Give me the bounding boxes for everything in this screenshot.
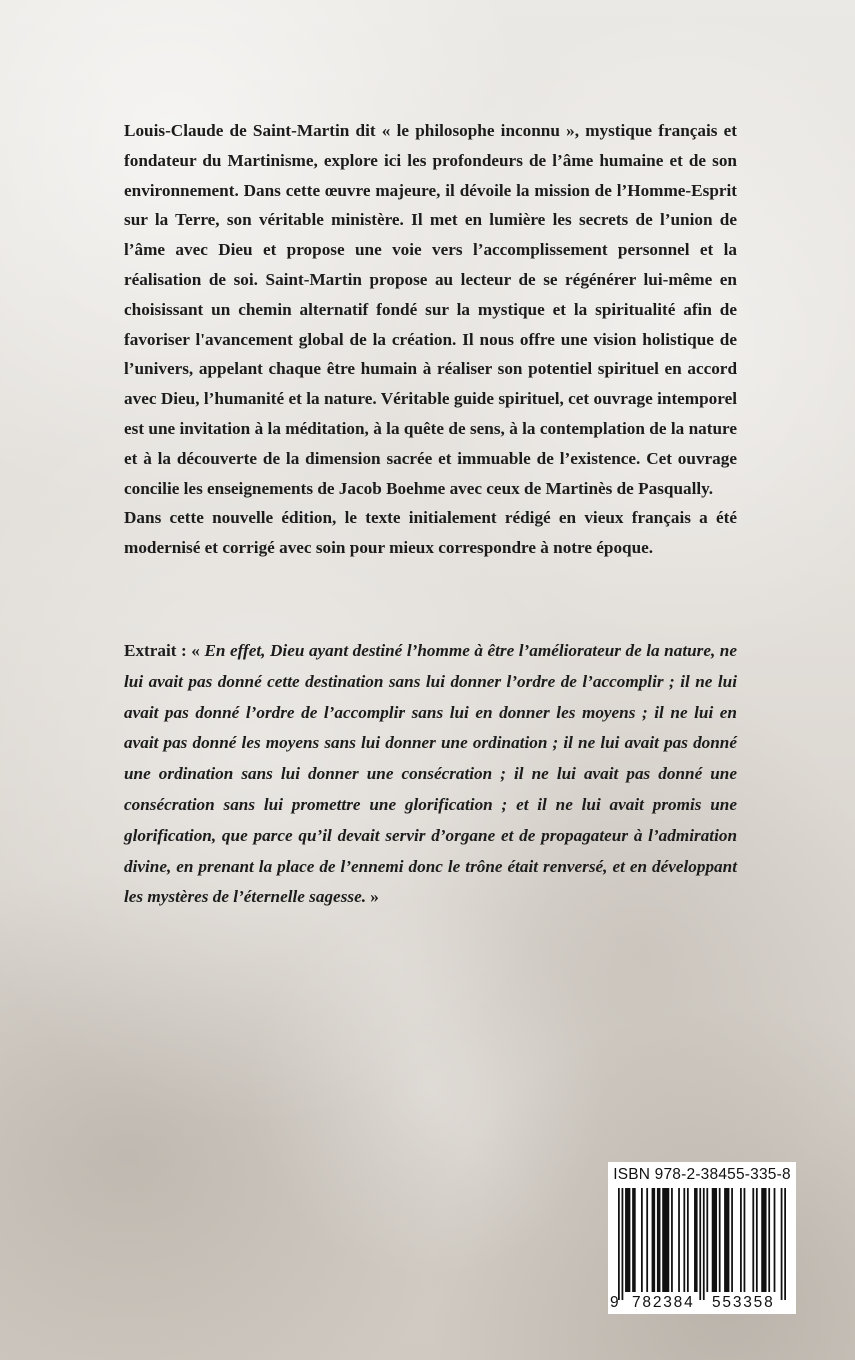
description-paragraph-2: Dans cette nouvelle édition, le texte initialement rédigé en vieux français a été modernisé et corrigé avec soin pour mieux correspondre à notre époque. (124, 508, 737, 558)
extract-quote: En effet, Dieu ayant destiné l’homme à être l’améliorateur de la nature, ne lui avait pas donné cette destination sans lui donner l’ordre de l’accomplir ; il ne lui avait pas donné l’ordre de l’accomplir sans lui en donner les moyens ; il ne lui en avait pas donné les moyens sans lui donner une ordination ; il ne lui avait pas donné une ordination sans lui donner une consécration ; il ne lui avait pas donné une consécration sans lui promettre une glorification ; et il ne lui avait promis une glorification, que parce qu’il devait servir d’organe et de propagateur à l’admiration divine, en prenant la place de l’ennemi donc le trône était renversé, et en développant les mystères de l’éternelle sagesse. (124, 641, 737, 907)
extract-label: Extrait : « (124, 641, 200, 660)
barcode-bar (618, 1188, 620, 1300)
barcode-bar (657, 1188, 661, 1292)
barcode-bar (706, 1188, 708, 1292)
barcode-bar (662, 1188, 669, 1292)
barcode-digit-group-left: 782384 (632, 1294, 695, 1311)
barcode-bar (683, 1188, 685, 1292)
barcode-bar (744, 1188, 746, 1292)
barcode-bar (625, 1188, 630, 1292)
barcode-bar (768, 1188, 770, 1292)
barcode-bar (781, 1188, 783, 1300)
barcode-bar (724, 1188, 729, 1292)
barcode-bar (622, 1188, 624, 1300)
barcode-bar (694, 1188, 698, 1292)
barcode-bar (652, 1188, 656, 1292)
barcode-bar (719, 1188, 721, 1292)
isbn-label: ISBN 978-2-38455-335-8 (613, 1166, 791, 1183)
isbn-barcode (608, 1162, 796, 1314)
extract-closing-mark: » (370, 887, 379, 907)
barcode-bars (618, 1188, 786, 1300)
barcode-bar (761, 1188, 766, 1292)
barcode-bar (671, 1188, 673, 1292)
barcode-bar (699, 1188, 701, 1300)
barcode-bar (731, 1188, 733, 1292)
barcode-bar (632, 1188, 636, 1292)
description-paragraph-1: Louis-Claude de Saint-Martin dit « le philosophe inconnu », mystique français et fondateur du Martinisme, explore ici les profondeurs de l’âme humaine et de son environnement. Dans cette œuvre majeure, il dévoile la mission de l’Homme-Esprit sur la Terre, son véritable ministère. Il met en lumière les secrets de l’union de l’âme avec Dieu et propose une voie vers l’accomplissement personnel et la réalisation de soi. Saint-Martin propose au lecteur de se régénérer lui-même en choisissant un chemin alternatif fondé sur la mystique et la spiritualité afin de favoriser l'avancement global de la création. Il nous offre une vision holistique de l’univers, appelant chaque être humain à réaliser son potentiel spirituel en accord avec Dieu, l’humanité et la nature. Véritable guide spirituel, cet ouvrage intemporel est une invitation à la méditation, à la quête de sens, à la contemplation de la nature et à la découverte de la dimension sacrée et immuable de l’existence. Cet ouvrage concilie les enseignements de Jacob Boehme avec ceux de Martinès de Pasqually. (124, 121, 737, 498)
barcode-bar (756, 1188, 758, 1292)
barcode-bar (774, 1188, 776, 1292)
barcode-bar (678, 1188, 680, 1292)
barcode-bar (784, 1188, 786, 1300)
barcode-bar (752, 1188, 754, 1292)
barcode-digits (608, 1294, 796, 1314)
barcode-bar (646, 1188, 648, 1292)
barcode-bar (687, 1188, 689, 1292)
barcode-digit-lead: 9 (610, 1294, 619, 1311)
book-extract (124, 636, 737, 913)
barcode-bar (740, 1188, 742, 1292)
barcode-bar (703, 1188, 705, 1300)
barcode-digit-group-right: 553358 (712, 1294, 775, 1311)
barcode-bar (712, 1188, 717, 1292)
barcode-bar (641, 1188, 643, 1292)
book-description (124, 116, 737, 563)
